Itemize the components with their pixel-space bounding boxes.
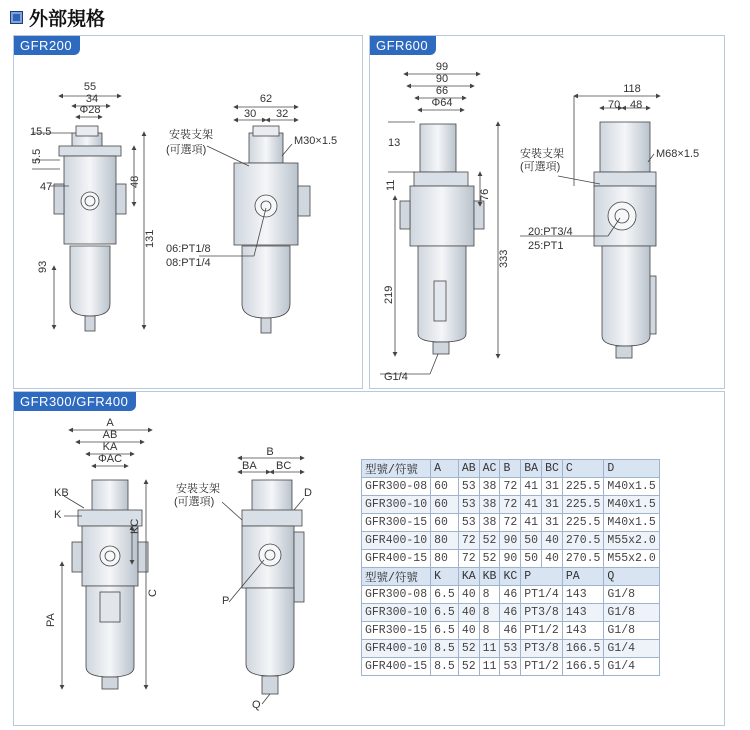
table-cell: 270.5 [562, 550, 604, 568]
table-cell: 72 [500, 496, 521, 514]
table-row [362, 496, 660, 514]
table-cell: GFR400-15 [362, 658, 431, 676]
table-cell: GFR400-15 [362, 550, 431, 568]
dim-AB: AB [102, 429, 118, 441]
dim-KB: KB [54, 487, 69, 499]
port-label-06: 06:PT1/8 [166, 243, 211, 255]
table-cell: 53 [500, 658, 521, 676]
dim-66: 66 [435, 85, 449, 97]
table-header-cell: KA [458, 568, 479, 586]
dim-118: 118 [623, 83, 641, 95]
table-cell: 143 [562, 622, 604, 640]
table-cell: 270.5 [562, 532, 604, 550]
table-header-cell: KB [479, 568, 500, 586]
dim-BA: BA [242, 460, 257, 472]
table-row [362, 478, 660, 496]
bracket-label-300: 安裝支架 [176, 483, 220, 495]
table-cell: 8.5 [431, 640, 459, 658]
table-cell: 40 [458, 586, 479, 604]
gfr600-drawing [370, 36, 724, 388]
port-label-25: 25:PT1 [528, 240, 564, 252]
dim-BC: BC [276, 460, 292, 472]
table2-header-row [362, 568, 660, 586]
table-cell: 60 [431, 478, 459, 496]
table-header-cell: K [431, 568, 459, 586]
spec-table [361, 459, 660, 676]
table-cell: 80 [431, 532, 459, 550]
table-cell: 80 [431, 550, 459, 568]
table-cell: 225.5 [562, 496, 604, 514]
dim-90: 90 [435, 73, 449, 85]
table1-header-row [362, 460, 660, 478]
dim-48: 48 [129, 175, 141, 188]
table-cell: 31 [542, 514, 563, 532]
table-cell: M55x2.0 [604, 550, 659, 568]
table-cell: G1/8 [604, 604, 659, 622]
table-cell: GFR300-10 [362, 604, 431, 622]
panel-tab-gfr600: GFR600 [370, 36, 436, 55]
dim-KA: KA [102, 441, 118, 453]
gfr300-drawing [14, 392, 354, 725]
table-cell: 143 [562, 586, 604, 604]
panel-tab-gfr300: GFR300/GFR400 [14, 392, 136, 411]
dim-62: 62 [259, 93, 273, 105]
table-cell: 166.5 [562, 658, 604, 676]
panel-tab-gfr200: GFR200 [14, 36, 80, 55]
table-cell: GFR300-10 [362, 496, 431, 514]
table-header-cell: KC [500, 568, 521, 586]
table-cell: 72 [458, 550, 479, 568]
table-cell: 11 [479, 640, 500, 658]
dim-PAC: ΦAC [97, 453, 123, 465]
table-cell: 40 [458, 622, 479, 640]
table-cell: M40x1.5 [604, 478, 659, 496]
table-cell: 41 [521, 478, 542, 496]
table-cell: GFR400-10 [362, 640, 431, 658]
table-header-cell: P [521, 568, 563, 586]
table-cell: 8 [479, 586, 500, 604]
table-header-cell: Q [604, 568, 659, 586]
dim-D: D [304, 487, 312, 499]
table-cell: 8.5 [431, 658, 459, 676]
table-header-cell: C [562, 460, 604, 478]
table-cell: 53 [458, 496, 479, 514]
table-cell: 11 [479, 658, 500, 676]
table-cell: 52 [458, 658, 479, 676]
table-row [362, 586, 660, 604]
dim-70: 70 [608, 99, 621, 111]
table-header-cell: B [500, 460, 521, 478]
table-cell: 52 [479, 532, 500, 550]
table-cell: 72 [500, 514, 521, 532]
table-cell: 38 [479, 514, 500, 532]
table-header-cell: 型號/符號 [362, 460, 431, 478]
table-cell: GFR300-08 [362, 478, 431, 496]
gfr200-drawing [14, 36, 362, 388]
table-cell: 31 [542, 496, 563, 514]
dim-15-5: 15.5 [30, 126, 52, 138]
table-cell: 6.5 [431, 586, 459, 604]
table-header-cell: 型號/符號 [362, 568, 431, 586]
page-title: 外部規格 [29, 7, 106, 30]
table-cell: GFR300-15 [362, 514, 431, 532]
table-cell: PT3/8 [521, 604, 563, 622]
table-cell: 38 [479, 478, 500, 496]
table-row [362, 622, 660, 640]
table-header-cell: A [431, 460, 459, 478]
dim-C: C [147, 589, 159, 597]
dim-A: A [106, 417, 114, 429]
table-header-cell: PA [562, 568, 604, 586]
table-cell: 41 [521, 514, 542, 532]
table-cell: 46 [500, 622, 521, 640]
table-cell: 143 [562, 604, 604, 622]
dim-13: 13 [388, 137, 401, 149]
bracket-label: 安裝支架 [169, 129, 213, 141]
table-cell: G1/8 [604, 586, 659, 604]
table-row [362, 514, 660, 532]
table-cell: G1/8 [604, 622, 659, 640]
thread-label: M30×1.5 [294, 135, 338, 147]
dim-30: 30 [244, 108, 257, 120]
dim-phi64: Φ64 [431, 97, 453, 109]
dim-93: 93 [37, 260, 49, 273]
dim-48-600: 48 [630, 99, 643, 111]
table-cell: 225.5 [562, 478, 604, 496]
table-cell: M40x1.5 [604, 496, 659, 514]
table-cell: 50 [521, 532, 542, 550]
table-row [362, 604, 660, 622]
dim-47: 47 [40, 181, 53, 193]
table-cell: 46 [500, 586, 521, 604]
table-cell: 8 [479, 604, 500, 622]
table-cell: 72 [458, 532, 479, 550]
table-cell: 6.5 [431, 604, 459, 622]
table-cell: 53 [458, 514, 479, 532]
dim-55: 55 [83, 81, 97, 93]
table-cell: G1/4 [604, 658, 659, 676]
port-label-08: 08:PT1/4 [166, 257, 211, 269]
dim-76: 76 [479, 188, 491, 201]
table-header-cell: BC [542, 460, 563, 478]
table-cell: 52 [479, 550, 500, 568]
dim-5-5: 5.5 [31, 148, 43, 164]
table-cell: 72 [500, 478, 521, 496]
table-cell: 60 [431, 514, 459, 532]
table-cell: 50 [521, 550, 542, 568]
table-cell: 41 [521, 496, 542, 514]
square-bullet-icon [10, 11, 23, 24]
table-row [362, 658, 660, 676]
table-cell: 53 [500, 640, 521, 658]
optional-label: (可選項) [166, 144, 207, 156]
table-cell: 52 [458, 640, 479, 658]
dim-32: 32 [276, 108, 289, 120]
optional-label-600: (可選項) [520, 161, 561, 173]
table-cell: GFR300-15 [362, 622, 431, 640]
port-label-20: 20:PT3/4 [528, 226, 573, 238]
table-row [362, 532, 660, 550]
dim-P: P [222, 595, 230, 607]
table-cell: M40x1.5 [604, 514, 659, 532]
drain-label: G1/4 [384, 371, 408, 383]
panel-gfr600 [369, 35, 725, 389]
table-cell: PT1/2 [521, 658, 563, 676]
dim-Q: Q [252, 699, 261, 711]
table-cell: 40 [542, 550, 563, 568]
table-cell: 40 [458, 604, 479, 622]
table-cell: 225.5 [562, 514, 604, 532]
table-row [362, 640, 660, 658]
table-cell: 46 [500, 604, 521, 622]
bracket-label-600: 安裝支架 [520, 148, 564, 160]
table-cell: GFR400-10 [362, 532, 431, 550]
table-header-cell: AB [458, 460, 479, 478]
dim-PA: PA [45, 613, 57, 627]
table-header-cell: AC [479, 460, 500, 478]
table-cell: 38 [479, 496, 500, 514]
table-cell: 90 [500, 550, 521, 568]
table-row [362, 550, 660, 568]
dim-219: 219 [383, 285, 395, 304]
optional-label-300: (可選項) [174, 496, 215, 508]
table-cell: 40 [542, 532, 563, 550]
dim-phi28: Φ28 [79, 104, 101, 116]
table-cell: 53 [458, 478, 479, 496]
table-cell: M55x2.0 [604, 532, 659, 550]
dim-333: 333 [498, 249, 510, 268]
dim-131: 131 [144, 229, 156, 248]
table-header-cell: D [604, 460, 659, 478]
table-cell: 166.5 [562, 640, 604, 658]
table-cell: PT1/2 [521, 622, 563, 640]
table-cell: 31 [542, 478, 563, 496]
dim-34: 34 [85, 93, 99, 105]
table-cell: G1/4 [604, 640, 659, 658]
dim-K: K [54, 509, 62, 521]
section-header [10, 5, 105, 29]
table-cell: PT1/4 [521, 586, 563, 604]
table-cell: 6.5 [431, 622, 459, 640]
dim-99: 99 [435, 61, 449, 73]
dim-KC: KC [129, 518, 141, 534]
dim-B: B [266, 446, 274, 458]
table-cell: GFR300-08 [362, 586, 431, 604]
table-cell: 8 [479, 622, 500, 640]
table-cell: PT3/8 [521, 640, 563, 658]
thread-label-600: M68×1.5 [656, 148, 700, 160]
panel-gfr200 [13, 35, 363, 389]
table-cell: 60 [431, 496, 459, 514]
table-cell: 90 [500, 532, 521, 550]
table-header-cell: BA [521, 460, 542, 478]
dim-11: 11 [385, 179, 397, 191]
